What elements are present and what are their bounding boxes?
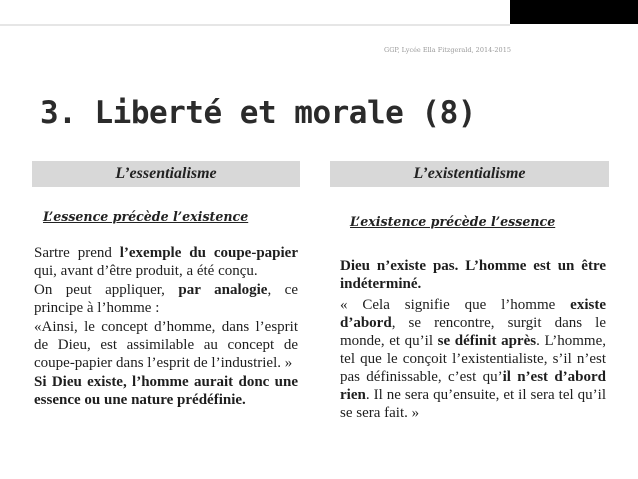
emphasis-text: se définit après (437, 333, 537, 349)
emphasis-text: Si Dieu existe, l’homme aurait donc une essence ou une nature prédéfinie. (34, 374, 298, 408)
top-bar-accent (510, 0, 638, 24)
existentialism-body (340, 257, 606, 422)
emphasis-text: l’exemple du coupe-papier (119, 245, 298, 261)
text-run: . Il ne sera qu’ensuite, et il sera tel qu’il se sera fait. » (340, 387, 606, 421)
top-bar-strip (0, 24, 510, 26)
text-run: qui, avant d’être produit, a été conçu. (34, 263, 258, 279)
emphasis-text: par analogie (178, 282, 268, 298)
text-run: On peut appliquer, (34, 282, 179, 298)
slide-title: 3. Liberté et morale (8) (40, 95, 476, 131)
column-header-essentialism: L’essentialisme (32, 161, 300, 187)
subheading-essence: L’essence précède l’existence (43, 209, 249, 224)
footer-credit: GGP, Lycée Ella Fitzgerald, 2014-2015 (384, 46, 511, 54)
paragraph (34, 281, 298, 317)
text-run: , se rencontre, surgit dans le monde, et qu’il (340, 315, 606, 349)
subheading-existence: L’existence précède l’essence (350, 214, 556, 229)
text-run: , ce principe à l’homme : (34, 282, 298, 316)
quote-paragraph (34, 318, 298, 372)
emphasis-text: Dieu n’existe pas. L’homme est un être indéterminé. (340, 258, 606, 292)
text-run: . L’homme, tel que le conçoit l’existentialiste, s’il n’est pas définissable, c’est qu’ (340, 333, 606, 385)
quote-paragraph (340, 296, 606, 422)
paragraph (34, 244, 298, 280)
text-run: « Cela signifie que l’homme (340, 297, 571, 313)
text-run: Sartre prend (34, 245, 120, 261)
essentialism-body (34, 244, 298, 409)
emphasis-text: existe d’abord (340, 297, 606, 331)
paragraph (340, 257, 606, 293)
text-run: «Ainsi, le concept d’homme, dans l’esprit de Dieu, est assimilable au concept de coupe-papier dans l’esprit de l’industriel. » (34, 319, 298, 371)
conclusion-paragraph (34, 373, 298, 409)
emphasis-text: il n’est d’abord rien (340, 369, 607, 403)
column-header-existentialism: L’existentialisme (330, 161, 609, 187)
